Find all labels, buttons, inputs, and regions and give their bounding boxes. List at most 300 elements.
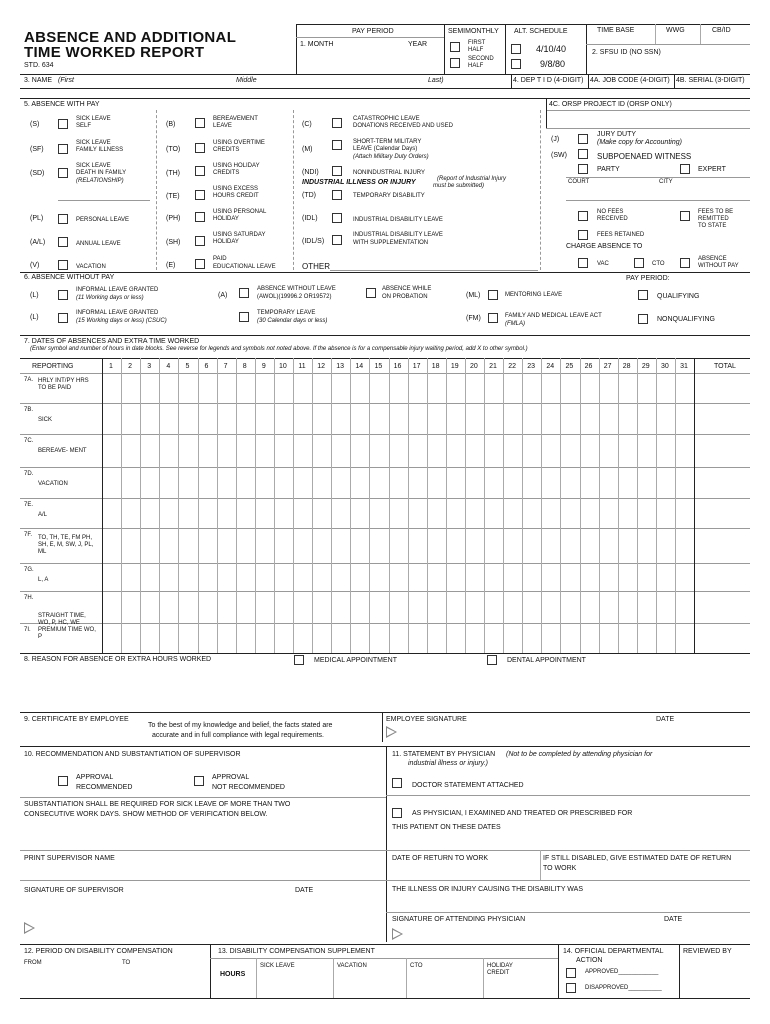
medical-appointment-checkbox[interactable]: [294, 655, 304, 665]
date-cell[interactable]: [503, 467, 522, 498]
date-cell[interactable]: [121, 467, 140, 498]
date-cell[interactable]: [484, 403, 503, 434]
date-cell[interactable]: [350, 498, 369, 528]
date-cell[interactable]: [484, 498, 503, 528]
date-cell[interactable]: [312, 403, 331, 434]
date-cell[interactable]: [599, 403, 618, 434]
annual-leave-checkbox[interactable]: [58, 237, 68, 247]
date-cell[interactable]: [541, 528, 560, 563]
alt-9-8-80-checkbox[interactable]: [511, 59, 521, 69]
date-cell[interactable]: [522, 498, 541, 528]
approval-recommended-checkbox[interactable]: [58, 776, 68, 786]
date-cell[interactable]: [580, 563, 599, 591]
date-cell[interactable]: [465, 373, 484, 403]
date-cell[interactable]: [484, 623, 503, 653]
date-cell[interactable]: [255, 623, 274, 653]
date-cell[interactable]: [159, 623, 178, 653]
date-cell[interactable]: [446, 467, 465, 498]
date-cell[interactable]: [522, 434, 541, 467]
date-cell[interactable]: [274, 373, 293, 403]
expert-checkbox[interactable]: [680, 164, 690, 174]
date-cell[interactable]: [369, 591, 388, 623]
date-cell[interactable]: [255, 563, 274, 591]
date-cell[interactable]: [369, 528, 388, 563]
date-cell[interactable]: [522, 403, 541, 434]
doctor-statement-checkbox[interactable]: [392, 778, 402, 788]
date-cell[interactable]: [484, 563, 503, 591]
date-cell[interactable]: [217, 528, 236, 563]
supplement-sick-leave-label[interactable]: SICK LEAVE: [260, 963, 295, 969]
date-cell[interactable]: [656, 434, 675, 467]
date-cell[interactable]: [217, 591, 236, 623]
date-cell[interactable]: [675, 591, 694, 623]
date-cell[interactable]: [159, 563, 178, 591]
date-cell[interactable]: [102, 591, 121, 623]
date-cell[interactable]: [331, 563, 350, 591]
date-cell[interactable]: [446, 498, 465, 528]
date-cell[interactable]: [236, 591, 255, 623]
date-cell[interactable]: [236, 498, 255, 528]
date-cell[interactable]: [255, 591, 274, 623]
date-cell[interactable]: [637, 403, 656, 434]
bereavement-checkbox[interactable]: [195, 118, 205, 128]
date-cell[interactable]: [255, 373, 274, 403]
dept-id-label[interactable]: 4. DEP T I D (4-DIGIT): [513, 77, 584, 84]
date-cell[interactable]: [522, 563, 541, 591]
temporary-leave-checkbox[interactable]: [239, 312, 249, 322]
industrial-disability-checkbox[interactable]: [332, 213, 342, 223]
date-cell[interactable]: [427, 373, 446, 403]
date-cell[interactable]: [274, 434, 293, 467]
date-cell[interactable]: [522, 623, 541, 653]
fmla-checkbox[interactable]: [488, 313, 498, 323]
charge-cto-checkbox[interactable]: [634, 258, 644, 268]
educational-leave-checkbox[interactable]: [195, 259, 205, 269]
total-cell[interactable]: [694, 528, 750, 563]
date-cell[interactable]: [656, 591, 675, 623]
date-cell[interactable]: [312, 498, 331, 528]
date-cell[interactable]: [618, 373, 637, 403]
other-label[interactable]: OTHER: [302, 262, 330, 271]
date-cell[interactable]: [465, 498, 484, 528]
date-cell[interactable]: [522, 528, 541, 563]
date-cell[interactable]: [503, 623, 522, 653]
date-cell[interactable]: [274, 591, 293, 623]
fees-retained-checkbox[interactable]: [578, 230, 588, 240]
date-cell[interactable]: [389, 434, 408, 467]
date-cell[interactable]: [618, 467, 637, 498]
date-cell[interactable]: [178, 434, 197, 467]
date-cell[interactable]: [293, 434, 312, 467]
date-cell[interactable]: [560, 373, 579, 403]
date-cell[interactable]: [408, 528, 427, 563]
date-cell[interactable]: [389, 623, 408, 653]
date-cell[interactable]: [446, 403, 465, 434]
date-cell[interactable]: [446, 528, 465, 563]
date-cell[interactable]: [465, 623, 484, 653]
date-cell[interactable]: [159, 591, 178, 623]
date-cell[interactable]: [198, 528, 217, 563]
date-cell[interactable]: [331, 434, 350, 467]
date-cell[interactable]: [312, 434, 331, 467]
date-cell[interactable]: [408, 403, 427, 434]
date-cell[interactable]: [255, 467, 274, 498]
date-cell[interactable]: [446, 373, 465, 403]
date-cell[interactable]: [293, 373, 312, 403]
date-cell[interactable]: [236, 403, 255, 434]
date-cell[interactable]: [599, 591, 618, 623]
date-cell[interactable]: [408, 591, 427, 623]
date-cell[interactable]: [102, 403, 121, 434]
employee-date-label[interactable]: DATE: [656, 716, 675, 723]
date-cell[interactable]: [656, 623, 675, 653]
date-cell[interactable]: [560, 563, 579, 591]
date-cell[interactable]: [140, 498, 159, 528]
date-cell[interactable]: [140, 623, 159, 653]
excess-hours-checkbox[interactable]: [195, 190, 205, 200]
illness-cause-label[interactable]: THE ILLNESS OR INJURY CAUSING THE DISABILITY WAS: [392, 886, 583, 893]
date-cell[interactable]: [446, 434, 465, 467]
nonindustrial-injury-checkbox[interactable]: [332, 166, 342, 176]
date-cell[interactable]: [618, 563, 637, 591]
date-cell[interactable]: [121, 623, 140, 653]
date-cell[interactable]: [560, 623, 579, 653]
date-cell[interactable]: [217, 498, 236, 528]
employee-signature-label[interactable]: EMPLOYEE SIGNATURE: [386, 716, 467, 723]
date-cell[interactable]: [293, 623, 312, 653]
date-cell[interactable]: [618, 623, 637, 653]
physician-date-label[interactable]: DATE: [664, 916, 683, 923]
second-half-checkbox[interactable]: [450, 58, 460, 68]
date-cell[interactable]: [159, 434, 178, 467]
date-cell[interactable]: [541, 563, 560, 591]
date-cell[interactable]: [140, 434, 159, 467]
date-cell[interactable]: [408, 623, 427, 653]
date-cell[interactable]: [350, 623, 369, 653]
date-cell[interactable]: [427, 623, 446, 653]
date-cell[interactable]: [159, 528, 178, 563]
examined-checkbox[interactable]: [392, 808, 402, 818]
date-cell[interactable]: [198, 623, 217, 653]
date-cell[interactable]: [217, 467, 236, 498]
date-cell[interactable]: [217, 403, 236, 434]
date-cell[interactable]: [140, 373, 159, 403]
supplement-vacation-label[interactable]: VACATION: [337, 963, 367, 969]
date-cell[interactable]: [580, 591, 599, 623]
alt-4-10-40-checkbox[interactable]: [511, 44, 521, 54]
date-cell[interactable]: [217, 563, 236, 591]
date-cell[interactable]: [656, 528, 675, 563]
date-cell[interactable]: [637, 434, 656, 467]
date-cell[interactable]: [675, 528, 694, 563]
wwg-label[interactable]: WWG: [666, 27, 685, 34]
date-cell[interactable]: [427, 403, 446, 434]
date-cell[interactable]: [293, 591, 312, 623]
year-label[interactable]: YEAR: [408, 41, 428, 48]
name-label[interactable]: 3. NAME: [24, 77, 53, 84]
date-cell[interactable]: [637, 467, 656, 498]
date-cell[interactable]: [637, 498, 656, 528]
date-cell[interactable]: [369, 434, 388, 467]
date-cell[interactable]: [312, 623, 331, 653]
date-cell[interactable]: [484, 591, 503, 623]
date-cell[interactable]: [465, 467, 484, 498]
date-cell[interactable]: [503, 591, 522, 623]
serial-label[interactable]: 4B. SERIAL (3-DIGIT): [676, 77, 745, 84]
date-cell[interactable]: [580, 403, 599, 434]
date-cell[interactable]: [427, 434, 446, 467]
date-cell[interactable]: [274, 498, 293, 528]
dental-appointment-checkbox[interactable]: [487, 655, 497, 665]
date-cell[interactable]: [178, 403, 197, 434]
date-cell[interactable]: [312, 528, 331, 563]
date-cell[interactable]: [350, 591, 369, 623]
personal-leave-checkbox[interactable]: [58, 214, 68, 224]
date-cell[interactable]: [198, 373, 217, 403]
date-cell[interactable]: [198, 403, 217, 434]
date-cell[interactable]: [618, 591, 637, 623]
physician-signature-label[interactable]: SIGNATURE OF ATTENDING PHYSICIAN: [392, 916, 526, 923]
date-cell[interactable]: [274, 528, 293, 563]
supervisor-signature-label[interactable]: SIGNATURE OF SUPERVISOR: [24, 887, 124, 894]
city-label[interactable]: CITY: [659, 179, 673, 185]
date-cell[interactable]: [522, 467, 541, 498]
date-cell[interactable]: [198, 563, 217, 591]
date-cell[interactable]: [121, 434, 140, 467]
date-cell[interactable]: [541, 434, 560, 467]
date-cell[interactable]: [427, 498, 446, 528]
nonqualifying-checkbox[interactable]: [638, 314, 648, 324]
date-cell[interactable]: [255, 434, 274, 467]
date-cell[interactable]: [140, 528, 159, 563]
date-cell[interactable]: [121, 498, 140, 528]
date-cell[interactable]: [580, 373, 599, 403]
date-cell[interactable]: [331, 528, 350, 563]
date-cell[interactable]: [675, 434, 694, 467]
saturday-holiday-checkbox[interactable]: [195, 236, 205, 246]
date-cell[interactable]: [331, 403, 350, 434]
date-cell[interactable]: [217, 623, 236, 653]
date-cell[interactable]: [350, 373, 369, 403]
date-cell[interactable]: [675, 623, 694, 653]
date-cell[interactable]: [503, 563, 522, 591]
date-cell[interactable]: [599, 498, 618, 528]
date-cell[interactable]: [580, 434, 599, 467]
date-cell[interactable]: [198, 591, 217, 623]
jury-duty-checkbox[interactable]: [578, 134, 588, 144]
sick-leave-family-checkbox[interactable]: [58, 144, 68, 154]
date-cell[interactable]: [637, 528, 656, 563]
date-cell[interactable]: [121, 563, 140, 591]
date-cell[interactable]: [656, 498, 675, 528]
date-cell[interactable]: [541, 623, 560, 653]
date-cell[interactable]: [293, 563, 312, 591]
sfsu-id-label[interactable]: 2. SFSU ID (NO SSN): [592, 49, 661, 56]
date-cell[interactable]: [159, 403, 178, 434]
date-cell[interactable]: [541, 373, 560, 403]
military-leave-checkbox[interactable]: [332, 140, 342, 150]
catastrophic-leave-checkbox[interactable]: [332, 118, 342, 128]
print-supervisor-name-label[interactable]: PRINT SUPERVISOR NAME: [24, 855, 115, 862]
date-cell[interactable]: [484, 373, 503, 403]
date-cell[interactable]: [140, 563, 159, 591]
date-cell[interactable]: [503, 373, 522, 403]
still-disabled-label1[interactable]: IF STILL DISABLED, GIVE ESTIMATED DATE OF RETURN: [543, 855, 732, 862]
date-cell[interactable]: [389, 403, 408, 434]
date-cell[interactable]: [389, 591, 408, 623]
date-cell[interactable]: [236, 467, 255, 498]
date-cell[interactable]: [580, 623, 599, 653]
date-cell[interactable]: [503, 498, 522, 528]
total-cell[interactable]: [694, 623, 750, 653]
date-cell[interactable]: [599, 528, 618, 563]
date-cell[interactable]: [408, 467, 427, 498]
date-cell[interactable]: [389, 467, 408, 498]
date-cell[interactable]: [427, 528, 446, 563]
date-cell[interactable]: [465, 403, 484, 434]
date-cell[interactable]: [236, 528, 255, 563]
date-cell[interactable]: [389, 373, 408, 403]
informal-leave-11-checkbox[interactable]: [58, 290, 68, 300]
overtime-credits-checkbox[interactable]: [195, 143, 205, 153]
date-cell[interactable]: [522, 373, 541, 403]
holiday-credits-checkbox[interactable]: [195, 166, 205, 176]
fees-remitted-checkbox[interactable]: [680, 211, 690, 221]
date-cell[interactable]: [408, 563, 427, 591]
date-cell[interactable]: [618, 434, 637, 467]
date-cell[interactable]: [465, 434, 484, 467]
court-label[interactable]: COURT: [568, 179, 590, 185]
date-cell[interactable]: [599, 563, 618, 591]
date-cell[interactable]: [255, 403, 274, 434]
date-cell[interactable]: [236, 373, 255, 403]
date-cell[interactable]: [102, 528, 121, 563]
date-cell[interactable]: [560, 528, 579, 563]
date-cell[interactable]: [656, 403, 675, 434]
date-cell[interactable]: [560, 434, 579, 467]
date-cell[interactable]: [159, 373, 178, 403]
date-cell[interactable]: [140, 403, 159, 434]
orsp-project-id-label[interactable]: 4C. ORSP PROJECT ID (ORSP ONLY): [549, 101, 672, 108]
total-cell[interactable]: [694, 563, 750, 591]
date-cell[interactable]: [675, 563, 694, 591]
date-cell[interactable]: [102, 623, 121, 653]
date-cell[interactable]: [503, 528, 522, 563]
date-cell[interactable]: [293, 498, 312, 528]
date-cell[interactable]: [541, 467, 560, 498]
date-cell[interactable]: [599, 373, 618, 403]
date-cell[interactable]: [599, 623, 618, 653]
vacation-checkbox[interactable]: [58, 260, 68, 270]
date-cell[interactable]: [389, 498, 408, 528]
date-cell[interactable]: [465, 528, 484, 563]
date-cell[interactable]: [121, 403, 140, 434]
date-cell[interactable]: [427, 467, 446, 498]
date-cell[interactable]: [503, 434, 522, 467]
date-cell[interactable]: [274, 563, 293, 591]
date-cell[interactable]: [274, 403, 293, 434]
date-cell[interactable]: [217, 373, 236, 403]
date-cell[interactable]: [331, 498, 350, 528]
date-cell[interactable]: [618, 403, 637, 434]
date-cell[interactable]: [560, 467, 579, 498]
date-cell[interactable]: [637, 563, 656, 591]
date-cell[interactable]: [140, 591, 159, 623]
total-cell[interactable]: [694, 498, 750, 528]
date-cell[interactable]: [255, 528, 274, 563]
date-cell[interactable]: [102, 498, 121, 528]
month-label[interactable]: 1. MONTH: [300, 41, 334, 48]
job-code-label[interactable]: 4A. JOB CODE (4-DIGIT): [590, 77, 670, 84]
total-cell[interactable]: [694, 434, 750, 467]
date-cell[interactable]: [350, 434, 369, 467]
cbid-label[interactable]: CB/ID: [712, 27, 731, 34]
informal-leave-15-checkbox[interactable]: [58, 313, 68, 323]
date-cell[interactable]: [331, 591, 350, 623]
charge-vac-checkbox[interactable]: [578, 258, 588, 268]
date-cell[interactable]: [427, 563, 446, 591]
date-cell[interactable]: [637, 591, 656, 623]
date-cell[interactable]: [159, 498, 178, 528]
date-cell[interactable]: [446, 591, 465, 623]
date-cell[interactable]: [637, 373, 656, 403]
date-cell[interactable]: [217, 434, 236, 467]
date-cell[interactable]: [541, 403, 560, 434]
date-cell[interactable]: [560, 498, 579, 528]
date-cell[interactable]: [274, 623, 293, 653]
charge-absence-without-pay-checkbox[interactable]: [680, 258, 690, 268]
date-cell[interactable]: [178, 498, 197, 528]
date-cell[interactable]: [675, 373, 694, 403]
date-cell[interactable]: [331, 467, 350, 498]
awol-checkbox[interactable]: [239, 288, 249, 298]
date-cell[interactable]: [560, 591, 579, 623]
date-cell[interactable]: [618, 498, 637, 528]
disability-from-label[interactable]: FROM: [24, 960, 42, 966]
date-cell[interactable]: [503, 403, 522, 434]
date-cell[interactable]: [121, 528, 140, 563]
date-cell[interactable]: [121, 373, 140, 403]
total-cell[interactable]: [694, 591, 750, 623]
date-cell[interactable]: [331, 623, 350, 653]
date-cell[interactable]: [484, 434, 503, 467]
date-cell[interactable]: [350, 403, 369, 434]
date-cell[interactable]: [178, 528, 197, 563]
supplement-cto-label[interactable]: CTO: [410, 963, 423, 969]
supervisor-date-label[interactable]: DATE: [295, 887, 314, 894]
date-cell[interactable]: [178, 467, 197, 498]
date-cell[interactable]: [121, 591, 140, 623]
date-cell[interactable]: [541, 498, 560, 528]
date-cell[interactable]: [198, 498, 217, 528]
date-cell[interactable]: [522, 591, 541, 623]
date-cell[interactable]: [159, 467, 178, 498]
date-cell[interactable]: [618, 528, 637, 563]
date-cell[interactable]: [369, 373, 388, 403]
return-date-label[interactable]: DATE OF RETURN TO WORK: [392, 855, 489, 862]
date-cell[interactable]: [293, 403, 312, 434]
date-cell[interactable]: [675, 403, 694, 434]
date-cell[interactable]: [236, 623, 255, 653]
date-cell[interactable]: [178, 563, 197, 591]
supplement-holiday-label1[interactable]: HOLIDAY: [487, 963, 513, 969]
date-cell[interactable]: [102, 373, 121, 403]
date-cell[interactable]: [369, 623, 388, 653]
date-cell[interactable]: [102, 467, 121, 498]
date-cell[interactable]: [408, 434, 427, 467]
date-cell[interactable]: [178, 373, 197, 403]
date-cell[interactable]: [312, 373, 331, 403]
